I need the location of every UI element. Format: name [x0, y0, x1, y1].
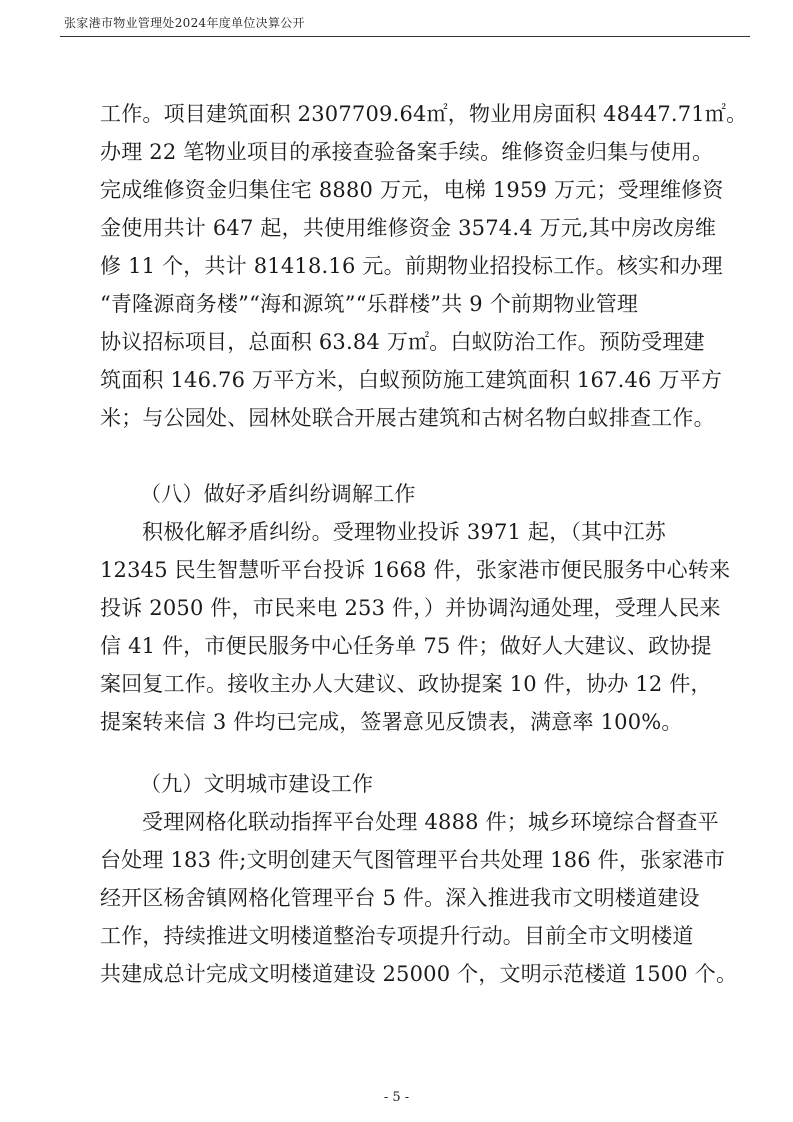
- text-line: 修 11 个，共计 81418.16 元。前期物业招投标工作。核实和办理: [100, 254, 723, 278]
- text-line: 积极化解矛盾纠纷。受理物业投诉 3971 起，（其中江苏: [142, 520, 666, 544]
- text-line: 信 41 件，市便民服务中心任务单 75 件；做好人大建议、政协提: [100, 634, 712, 658]
- text-line: 筑面积 146.76 万平方米，白蚁预防施工建筑面积 167.46 万平方: [100, 368, 723, 392]
- text-line: 工作。项目建筑面积 2307709.64㎡，物业用房面积 48447.71㎡。: [100, 102, 748, 126]
- text-line: 米；与公园处、园林处联合开展古建筑和古树名物白蚁排查工作。: [100, 406, 715, 430]
- document-header: 张家港市物业管理处2024年度单位决算公开: [64, 16, 305, 30]
- text-line: 协议招标项目，总面积 63.84 万㎡。白蚁防治工作。预防受理建: [100, 330, 705, 354]
- text-line: 12345 民生智慧听平台投诉 1668 件，张家港市便民服务中心转来: [100, 558, 731, 582]
- text-line: 提案转来信 3 件均已完成，签署意见反馈表，满意率 100%。: [100, 710, 683, 734]
- text-line: 案回复工作。接收主办人大建议、政协提案 10 件，协办 12 件，: [100, 672, 712, 696]
- header-divider: [60, 36, 750, 37]
- text-line: 经开区杨舍镇网格化管理平台 5 件。深入推进我市文明楼道建设: [100, 886, 700, 910]
- text-line: 受理网格化联动指挥平台处理 4888 件；城乡环境综合督查平: [142, 810, 719, 834]
- text-line: 金使用共计 647 起，共使用维修资金 3574.4 万元,其中房改房维: [100, 216, 717, 240]
- heading-text: （八）做好矛盾纠纷调解工作: [140, 482, 416, 506]
- page-number: - 5 -: [383, 1090, 410, 1105]
- text-line: 工作，持续推进文明楼道整治专项提升行动。目前全市文明楼道: [100, 924, 694, 948]
- text-line: 完成维修资金归集住宅 8880 万元，电梯 1959 万元；受理维修资: [100, 178, 724, 202]
- text-line: 台处理 183 件;文明创建天气图管理平台共处理 186 件，张家港市: [100, 848, 725, 872]
- text-line: 办理 22 笔物业项目的承接查验备案手续。维修资金归集与使用。: [100, 140, 714, 164]
- text-line: 投诉 2050 件，市民来电 253 件，）并协调沟通处理，受理人民来: [100, 596, 721, 620]
- text-line: 共建成总计完成文明楼道建设 25000 个，文明示范楼道 1500 个。: [100, 962, 738, 986]
- heading-text: （九）文明城市建设工作: [140, 772, 374, 796]
- text-line: “青隆源商务楼”“海和源筑”“乐群楼”共 9 个前期物业管理: [100, 292, 639, 316]
